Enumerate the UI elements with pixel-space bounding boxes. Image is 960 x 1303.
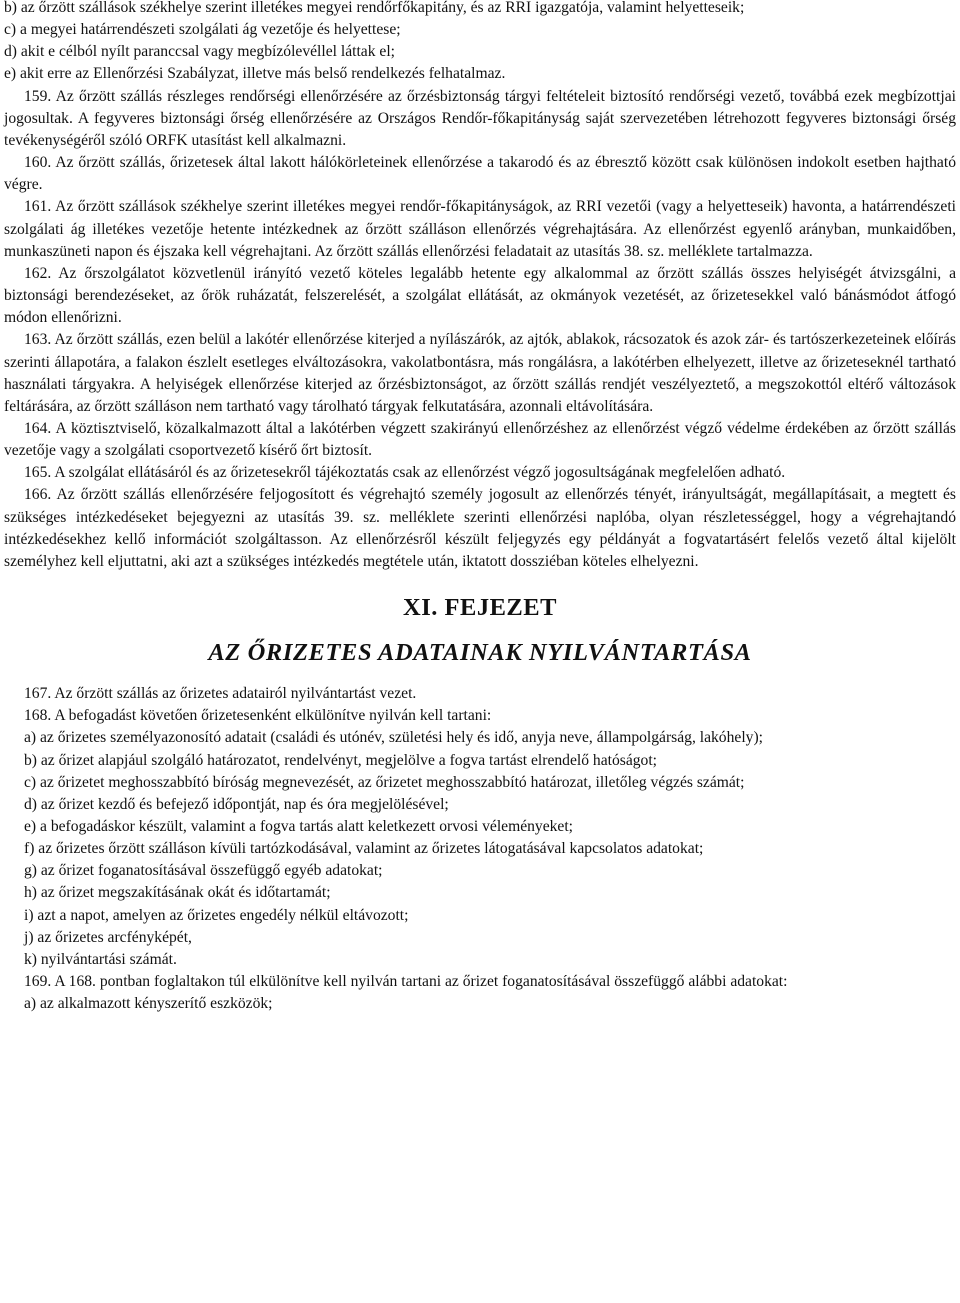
paragraph-165 bbox=[4, 462, 956, 484]
list-item: c) a megyei határrendészeti szolgálati ág vezetője és helyettese; bbox=[4, 21, 401, 39]
paragraph-number: 166. bbox=[24, 486, 52, 504]
paragraph-160 bbox=[4, 152, 956, 196]
paragraph-number: 168. bbox=[24, 707, 52, 725]
paragraph-number: 165. bbox=[24, 464, 52, 482]
paragraph-text: A szolgálat ellátásáról és az őrizetesekről tájékoztatás csak az ellenőrzést végző jogosultságának megfelelően adható. bbox=[54, 464, 786, 482]
chapter-heading: XI. FEJEZET bbox=[403, 594, 557, 622]
paragraph-166 bbox=[4, 484, 956, 573]
list-item: j) az őrizetes arcfényképét, bbox=[24, 928, 192, 946]
list-169 bbox=[4, 993, 956, 1015]
list-item: b) az őrizet alapjául szolgáló határozatot, rendelvényt, megjelölve a fogva tartást elrendelő hatóságot; bbox=[24, 751, 658, 769]
list-item: d) az őrizet kezdő és befejező időpontját, nap és óra megjelölésével; bbox=[24, 795, 449, 813]
paragraph-number: 163. bbox=[24, 331, 52, 349]
list-item: k) nyilvántartási számát. bbox=[24, 950, 177, 968]
paragraph-text: Az őrzött szállás ellenőrzésére feljogosított és végrehajtó személy jogosult az ellenőrzés tényét, irányultságát, megállapításait, a megtett és szükséges intézkedéseket bejegyezni az utasítás 39. sz. melléklete szerinti ellenőrzési naplóba, olyan részletességgel, hogy a végrehajtandó intézkedésekhez kellő információt szolgáltasson. Az ellenőrzésről készült feljegyzés egy példányát a fogvatartásért felelős vezető által kijelölt személyhez kell eljuttatni, aki azt a szükséges intézkedés megtétele után, iktatott dossziéban köteles elhelyezni. bbox=[4, 486, 956, 570]
paragraph-text: A 168. pontban foglaltakon túl elkülönítve kell nyilván tartani az őrizet foganatosításával összefüggő alábbi adatokat: bbox=[54, 973, 788, 991]
list-item: h) az őrizet megszakításának okát és időtartamát; bbox=[24, 884, 331, 902]
paragraph-161 bbox=[4, 196, 956, 262]
paragraph-number: 160. bbox=[24, 154, 52, 172]
paragraph-text: Az őrzött szállás, őrizetesek által lakott hálókörleteinek ellenőrzése a takarodó és az ébresztő között csak különösen indokolt esetben hajtható végre. bbox=[4, 154, 956, 194]
list-168 bbox=[4, 727, 956, 971]
top-list bbox=[4, 0, 956, 86]
paragraph-162 bbox=[4, 263, 956, 329]
paragraph-text: Az őrzött szállás, ezen belül a lakótér ellenőrzése kiterjed a nyílászárók, az ajtók, ablakok, rácsozatok és azok zár- és tartószerkezeteinek előírás szerinti állapotára, a falakon észlelt esetleges elváltozásokra, vakolatbontásra, más rongálásra, a lakótérben elhelyezett, illetve az őrizeteseknél tartható használati tárgyakra. A helyiségek ellenőrzése kiterjed az őrzésbiztonságot, az őrzött szállás rendjét veszélyeztető, a megszokottól eltérő változások feltárására, az őrzött szálláson nem tartható vagy tárolható tárgyak felkutatására, azonnali eltávolítására. bbox=[4, 331, 957, 415]
paragraph-169 bbox=[4, 971, 956, 993]
paragraph-number: 162. bbox=[24, 264, 52, 282]
paragraph-number: 167. bbox=[24, 685, 52, 703]
list-item: a) az alkalmazott kényszerítő eszközök; bbox=[24, 995, 273, 1013]
paragraph-text: A köztisztviselő, közalkalmazott által a lakótérben végzett szakirányú ellenőrzéshez az ellenőrzést végző védelme érdekében az őrzött szállás vezetője vagy a szolgálati csoportvezető kísérő őrt biztosít. bbox=[4, 419, 956, 460]
paragraph-text: Az őrzött szállás részleges rendőrségi ellenőrzésére az őrzésbiztonság tárgyi feltételeit biztosító rendőrségi vezető, továbbá ezek megbízottjai jogosultak. A fegyveres biztonsági őrség ellenőrzésére az Országos Rendőr-főkapitányság saját szervezetében létrehozott fegyveres biztonsági őrség tevékenységéről szóló ORFK utasítást kell alkalmazni. bbox=[4, 87, 956, 149]
paragraph-number: 169. bbox=[24, 973, 52, 991]
list-item: e) a befogadáskor készült, valamint a fogva tartás alatt keletkezett orvosi véleményeket; bbox=[24, 818, 574, 835]
paragraph-number: 164. bbox=[24, 419, 52, 437]
paragraphs-after bbox=[4, 683, 956, 727]
chapter-title: AZ ŐRIZETES ADATAINAK NYILVÁNTARTÁSA bbox=[208, 639, 752, 667]
paragraph-text: A befogadást követően őrizetesenként elkülönítve nyilván kell tartani: bbox=[54, 707, 492, 725]
list-item: b) az őrzött szállások székhelye szerint illetékes megyei rendőrfőkapitány, és az RRI igazgatója, valamint helyetteseik; bbox=[4, 0, 745, 16]
list-item: g) az őrizet foganatosításával összefüggő egyéb adatokat; bbox=[24, 862, 383, 880]
paragraph-168 bbox=[4, 705, 956, 727]
list-item: i) azt a napot, amelyen az őrizetes engedély nélkül eltávozott; bbox=[24, 906, 409, 924]
paragraph-163 bbox=[4, 329, 956, 418]
list-item: a) az őrizetes személyazonosító adatait (családi és utónév, születési hely és idő, anyja neve, állampolgárság, lakóhely); bbox=[24, 729, 763, 747]
paragraph-159 bbox=[4, 86, 956, 152]
list-item: e) akit erre az Ellenőrzési Szabályzat, illetve más belső rendelkezés felhatalmaz. bbox=[4, 65, 506, 83]
list-item: c) az őrizetet meghosszabbító bíróság megnevezését, az őrizetet meghosszabbító határozat, illetőleg végzés számát; bbox=[24, 773, 745, 791]
paragraph-text: Az őrszolgálatot közvetlenül irányító vezető köteles legalább hetente egy alkalommal az őrzött szállás összes helyiségét átvizsgálni, a biztonsági berendezéseket, az őrök ruházatát, felszerelését, a szolgálat ellátását, az okmányok vezetését, az őrizetesekkel való bánásmódot átfogó módon ellenőrizni. bbox=[4, 264, 956, 327]
paragraph-number: 161. bbox=[24, 198, 52, 216]
paragraph-164 bbox=[4, 418, 956, 462]
list-item: d) akit e célból nyílt paranccsal vagy megbízólevéllel láttak el; bbox=[4, 43, 395, 61]
paragraph-number: 159. bbox=[24, 87, 52, 105]
paragraph-text: Az őrzött szállások székhelye szerint illetékes megyei rendőr-főkapitányságok, az RRI vezetői (vagy a helyetteseik) havonta, a határrendészeti szolgálati ág illetékes vezetője hetente intézkednek az őrzött szálláson ellenőrzés végrehajtására. Az ellenőrzést egyenlő arányban, munkaidőben, munkaszüneti napon és éjszaka kell végrehajtani. Az őrzött szállás ellenőrzési feladatait az utasítás 38. sz. melléklete tartalmazza. bbox=[4, 198, 956, 260]
paragraphs-before bbox=[4, 86, 956, 573]
list-item: f) az őrizetes őrzött szálláson kívüli tartózkodásával, valamint az őrizetes látogatásával kapcsolatos adatokat; bbox=[24, 840, 704, 858]
paragraph-text: Az őrzött szállás az őrizetes adatairól nyilvántartást vezet. bbox=[54, 685, 417, 703]
paragraph-167 bbox=[4, 683, 956, 705]
